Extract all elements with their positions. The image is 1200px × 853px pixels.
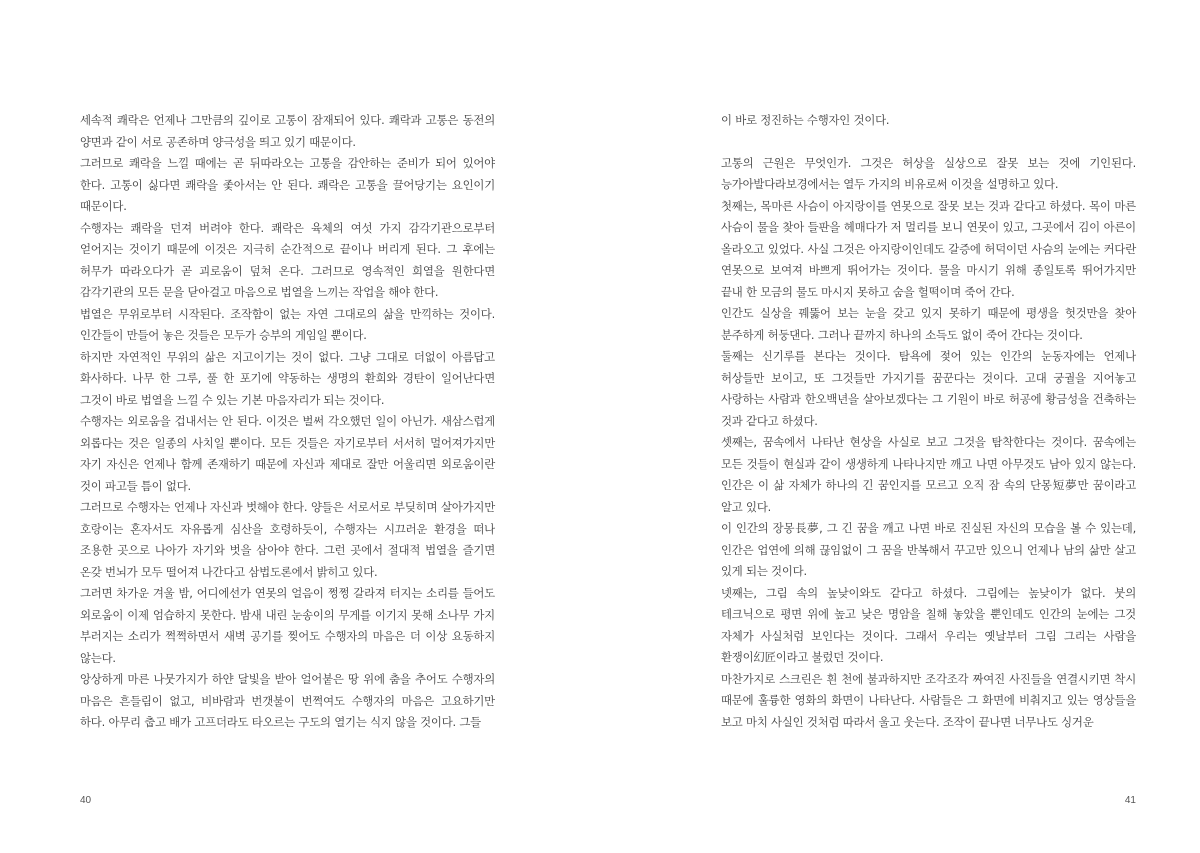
paragraph: 이 인간의 장몽長夢, 그 긴 꿈을 깨고 나면 바로 진실된 자신의 모습을 볼 수 있는데, 인간은 업연에 의해 끊임없이 그 꿈을 반복해서 꾸고만 있으니 언제나 남의 삶만 살고 있게 되는 것이다. [721,521,1136,578]
paragraph: 앙상하게 마른 나뭇가지가 하얀 달빛을 받아 얼어붙은 땅 위에 춤을 추어도 수행자의 마음은 흔들림이 없고, 비바람과 번갯불이 번쩍여도 수행자의 마음은 고요하기만 하다. 아무리 춥고 배가 고프더라도 타오르는 구도의 열기는 식지 않을 것이다. 그들 [80,672,495,729]
page-number-right: 41 [1124,795,1136,806]
paragraph: 인간도 실상을 꿰뚫어 보는 눈을 갖고 있지 못하기 때문에 평생을 헛것만을 찾아 분주하게 허둥댄다. 그러나 끝까지 하나의 소득도 없이 죽어 간다는 것이다. [721,306,1136,342]
left-page [80,110,495,734]
paragraph: 마찬가지로 스크린은 흰 천에 불과하지만 조각조각 짜여진 사진들을 연결시키면 착시 때문에 훌륭한 영화의 화면이 나타난다. 사람들은 그 화면에 비춰지고 있는 영상들을 보고 마치 사실인 것처럼 따라서 울고 웃는다. 조작이 끝나면 너무나도 싱거운 [721,671,1136,729]
paragraph: 그러므로 수행자는 언제나 자신과 벗해야 한다. 양들은 서로서로 부딪히며 살아가지만 호랑이는 혼자서도 자유롭게 심산을 호령하듯이, 수행자는 시끄러운 환경을 떠나 조용한 곳으로 나아가 자기와 벗을 삼아야 한다. 그런 곳에서 절대적 법열을 즐기면 온갖 번뇌가 모두 떨어져 나간다고 삼법도론에서 밝히고 있다. [80,500,495,579]
paragraph: 고통의 근원은 무엇인가. 그것은 허상을 실상으로 잘못 보는 것에 기인된다. 능가아발다라보경에서는 열두 가지의 비유로써 이것을 설명하고 있다. [721,155,1136,191]
paragraph: 법열은 무위로부터 시작된다. 조작함이 없는 자연 그대로의 삶을 만끽하는 것이다. 인간들이 만들어 놓은 것들은 모두가 승부의 게임일 뿐이다. [80,306,495,342]
paragraph: 이 바로 정진하는 수행자인 것이다. [721,113,890,127]
paragraph: 둘째는 신기루를 본다는 것이다. 탐욕에 젖어 있는 인간의 눈동자에는 언제나 허상들만 보이고, 또 그것들만 가지기를 꿈꾼다는 것이다. 고대 궁궐을 지어놓고 사랑하는 사람과 한오백년을 살아보겠다는 그 기원이 바로 허공에 황금성을 건축하는 것과 같다고 하셨다. [721,349,1136,428]
paragraph: 하지만 자연적인 무위의 삶은 지고이기는 것이 없다. 그냥 그대로 더없이 아름답고 화사하다. 나무 한 그루, 풀 한 포기에 약동하는 생명의 환희와 경탄이 일어난다면 그것이 바로 법열을 느낄 수 있는 기본 마음자리가 되는 것이다. [80,349,495,407]
paragraph: 첫째는, 목마른 사슴이 아지랑이를 연못으로 잘못 보는 것과 같다고 하셨다. 목이 마른 사슴이 물을 찾아 들판을 헤매다가 저 멀리를 보니 연못이 있고, 그곳에서 김이 아른이 올라오고 있었다. 사실 그것은 아지랑이인데도 갈증에 허덕이던 사슴의 눈에는 커다란 연못으로 보여져 바쁘게 뛰어가는 것이다. 물을 마시기 위해 종일토록 뛰어가지만 끝내 한 모금의 물도 마시지 못하고 숨을 헐떡이며 죽어 간다. [721,198,1136,299]
page-number-left: 40 [80,795,92,806]
paragraph: 수행자는 쾌락을 던져 버려야 한다. 쾌락은 육체의 여섯 가지 감각기관으로부터 얻어지는 것이기 때문에 이것은 지극히 순간적으로 끝이나 버리게 된다. 그 후에는 허무가 따라오다가 곧 괴로움이 덮쳐 온다. 그러므로 영속적인 희열을 원한다면 감각기관의 모든 문을 닫아걸고 마음으로 법열을 느끼는 작업을 해야 한다. [80,220,495,299]
paragraph: 세속적 쾌락은 언제나 그만큼의 깊이로 고통이 잠재되어 있다. 쾌락과 고통은 동전의 양면과 같이 서로 공존하며 양극성을 띄고 있기 때문이다. [80,113,495,149]
right-page [721,110,1136,733]
paragraph: 그러므로 쾌락을 느낄 때에는 곧 뒤따라오는 고통을 감안하는 준비가 되어 있어야 한다. 고통이 싫다면 쾌락을 좇아서는 안 된다. 쾌락은 고통을 끌어당기는 요인이기 때문이다. [80,156,495,213]
paragraph: 그러면 차가운 겨울 밤, 어디에선가 연못의 얼음이 쩡쩡 갈라져 터지는 소리를 들어도 외로움이 이제 엄습하지 못한다. 밤새 내린 눈송이의 무게를 이기지 못해 소나무 가지 부러지는 소리가 쩍쩍하면서 새벽 공기를 찢어도 수행자의 마음은 더 이상 요동하지 않는다. [80,586,495,665]
paragraph: 수행자는 외로움을 겁내서는 안 된다. 이것은 벌써 각오했던 일이 아닌가. 새삼스럽게 외롭다는 것은 일종의 사치일 뿐이다. 모든 것들은 자기로부터 서서히 멀어져가지만 자기 자신은 언제나 함께 존재하기 때문에 자신과 제대로 잘만 어울리면 외로움이란 것이 파고들 틈이 없다. [80,414,495,493]
paragraph: 넷째는, 그림 속의 높낮이와도 같다고 하셨다. 그림에는 높낮이가 없다. 붓의 테크닉으로 평면 위에 높고 낮은 명암을 칠해 놓았을 뿐인데도 인간의 눈에는 그것 자체가 사실처럼 보인다는 것이다. 그래서 우리는 옛날부터 그림 그리는 사람을 환쟁이幻匠이라고 불렀던 것이다. [721,585,1136,664]
paragraph: 셋째는, 꿈속에서 나타난 현상을 사실로 보고 그것을 탐착한다는 것이다. 꿈속에는 모든 것들이 현실과 같이 생생하게 나타나지만 깨고 나면 아무것도 남아 있지 않는다. 인간은 이 삶 자체가 하나의 긴 꿈인지를 모르고 오직 잠 속의 단몽短夢만 꿈이라고 알고 있다. [721,435,1136,514]
